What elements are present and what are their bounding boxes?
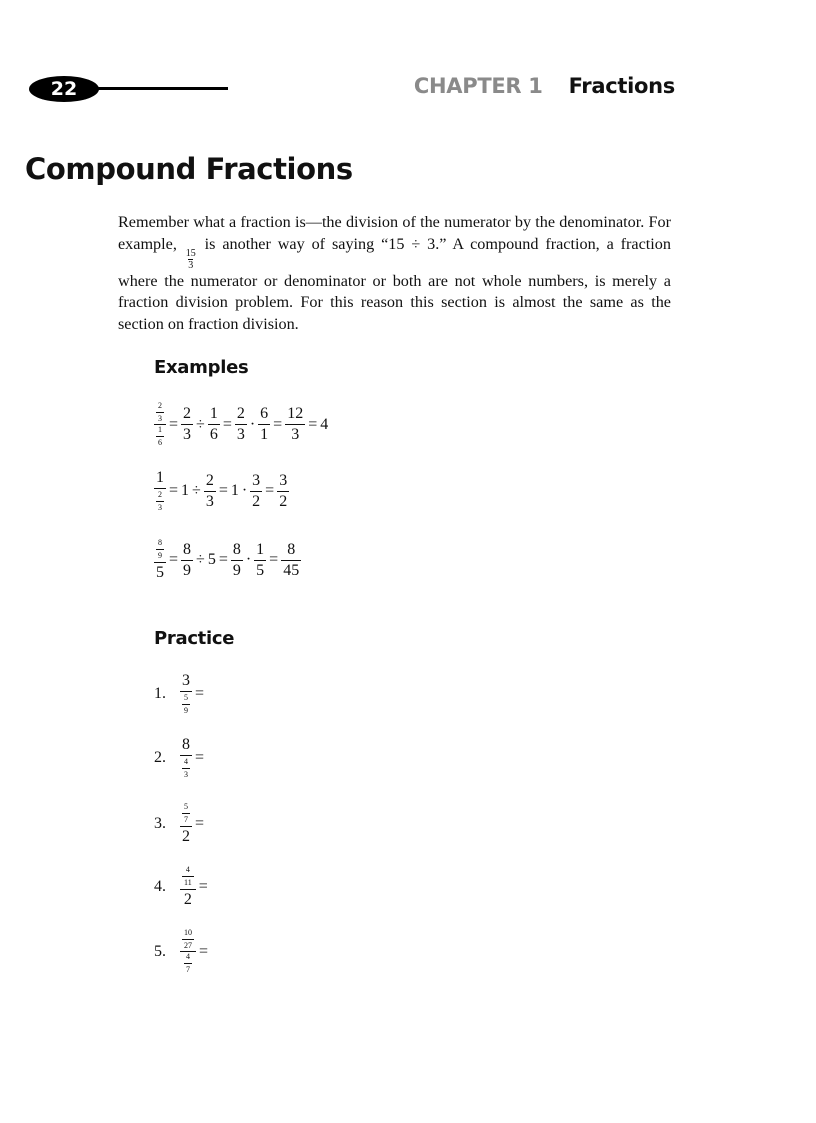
practice-item-1: 1. $\frac{3}{\frac{5}{9}}$ = bbox=[154, 672, 205, 715]
practice-item-4: 4. $\frac{\frac{4}{11}}{2}$ = bbox=[154, 865, 208, 908]
header-rule bbox=[92, 87, 228, 90]
compound-fraction: $\frac{\frac{10}{27}}{\frac{4}{7}}$ bbox=[181, 929, 195, 974]
compound-fraction: $\frac{3}{\frac{5}{9}}$ bbox=[182, 672, 190, 715]
intro-paragraph bbox=[118, 212, 671, 336]
intro-text-1: Remember what a fraction is—the division of the numerator by the denominator. For example, bbox=[118, 213, 671, 253]
compound-fraction: $\frac{1}{\frac{2}{3}}$ bbox=[156, 469, 164, 512]
examples-heading: Examples bbox=[154, 357, 249, 378]
compound-fraction: $\frac{\frac{5}{7}}{2}$ bbox=[182, 802, 190, 845]
compound-fraction: $\frac{\frac{4}{11}}{2}$ bbox=[181, 866, 195, 908]
compound-fraction: $\frac{\frac{2}{3}}{\frac{1}{6}}$ bbox=[155, 402, 165, 447]
practice-item-2: 2. $\frac{8}{\frac{4}{3}}$ = bbox=[154, 736, 205, 779]
chapter-title: Fractions bbox=[568, 74, 675, 98]
practice-item-5: 5. $\frac{\frac{10}{27}}{\frac{4}{7}}$ = bbox=[154, 928, 209, 974]
practice-heading: Practice bbox=[154, 628, 235, 649]
section-title: Compound Fractions bbox=[25, 152, 353, 186]
example-equation-1: $\frac{\frac{2}{3}}{\frac{1}{6}}$ = $\frac{2}{3}$ ÷ $\frac{1}{6}$ = $\frac{2}{3}$ · $\frac{6}{1}$ = $\frac{12}{3}$ = 4 bbox=[154, 402, 328, 447]
inline-fraction: $\frac{15}{3}$ bbox=[185, 247, 196, 271]
running-header bbox=[414, 74, 675, 98]
example-equation-2: $\frac{1}{\frac{2}{3}}$ = 1 ÷ $\frac{2}{3}$ = 1 · $\frac{3}{2}$ = $\frac{3}{2}$ bbox=[156, 469, 288, 512]
compound-fraction: $\frac{\frac{8}{9}}{5}$ bbox=[156, 538, 164, 581]
practice-item-3: 3. $\frac{\frac{5}{7}}{2}$ = bbox=[154, 802, 205, 845]
compound-fraction: $\frac{8}{\frac{4}{3}}$ bbox=[182, 736, 190, 779]
intro-text-2: is another way of saying “15 ÷ 3.” A compound fraction, a fraction where the numerator or denominator or both are not whole numbers, is merely a fraction division problem. For this reason this section is almost the same as the section on fraction division. bbox=[118, 234, 671, 334]
chapter-label: CHAPTER 1 bbox=[413, 74, 543, 98]
example-equation-3: $\frac{\frac{8}{9}}{5}$ = $\frac{8}{9}$ ÷ 5 = $\frac{8}{9}$ · $\frac{1}{5}$ = $\frac{8}{45}$ bbox=[156, 538, 300, 581]
page-number-badge: 22 bbox=[29, 76, 99, 102]
